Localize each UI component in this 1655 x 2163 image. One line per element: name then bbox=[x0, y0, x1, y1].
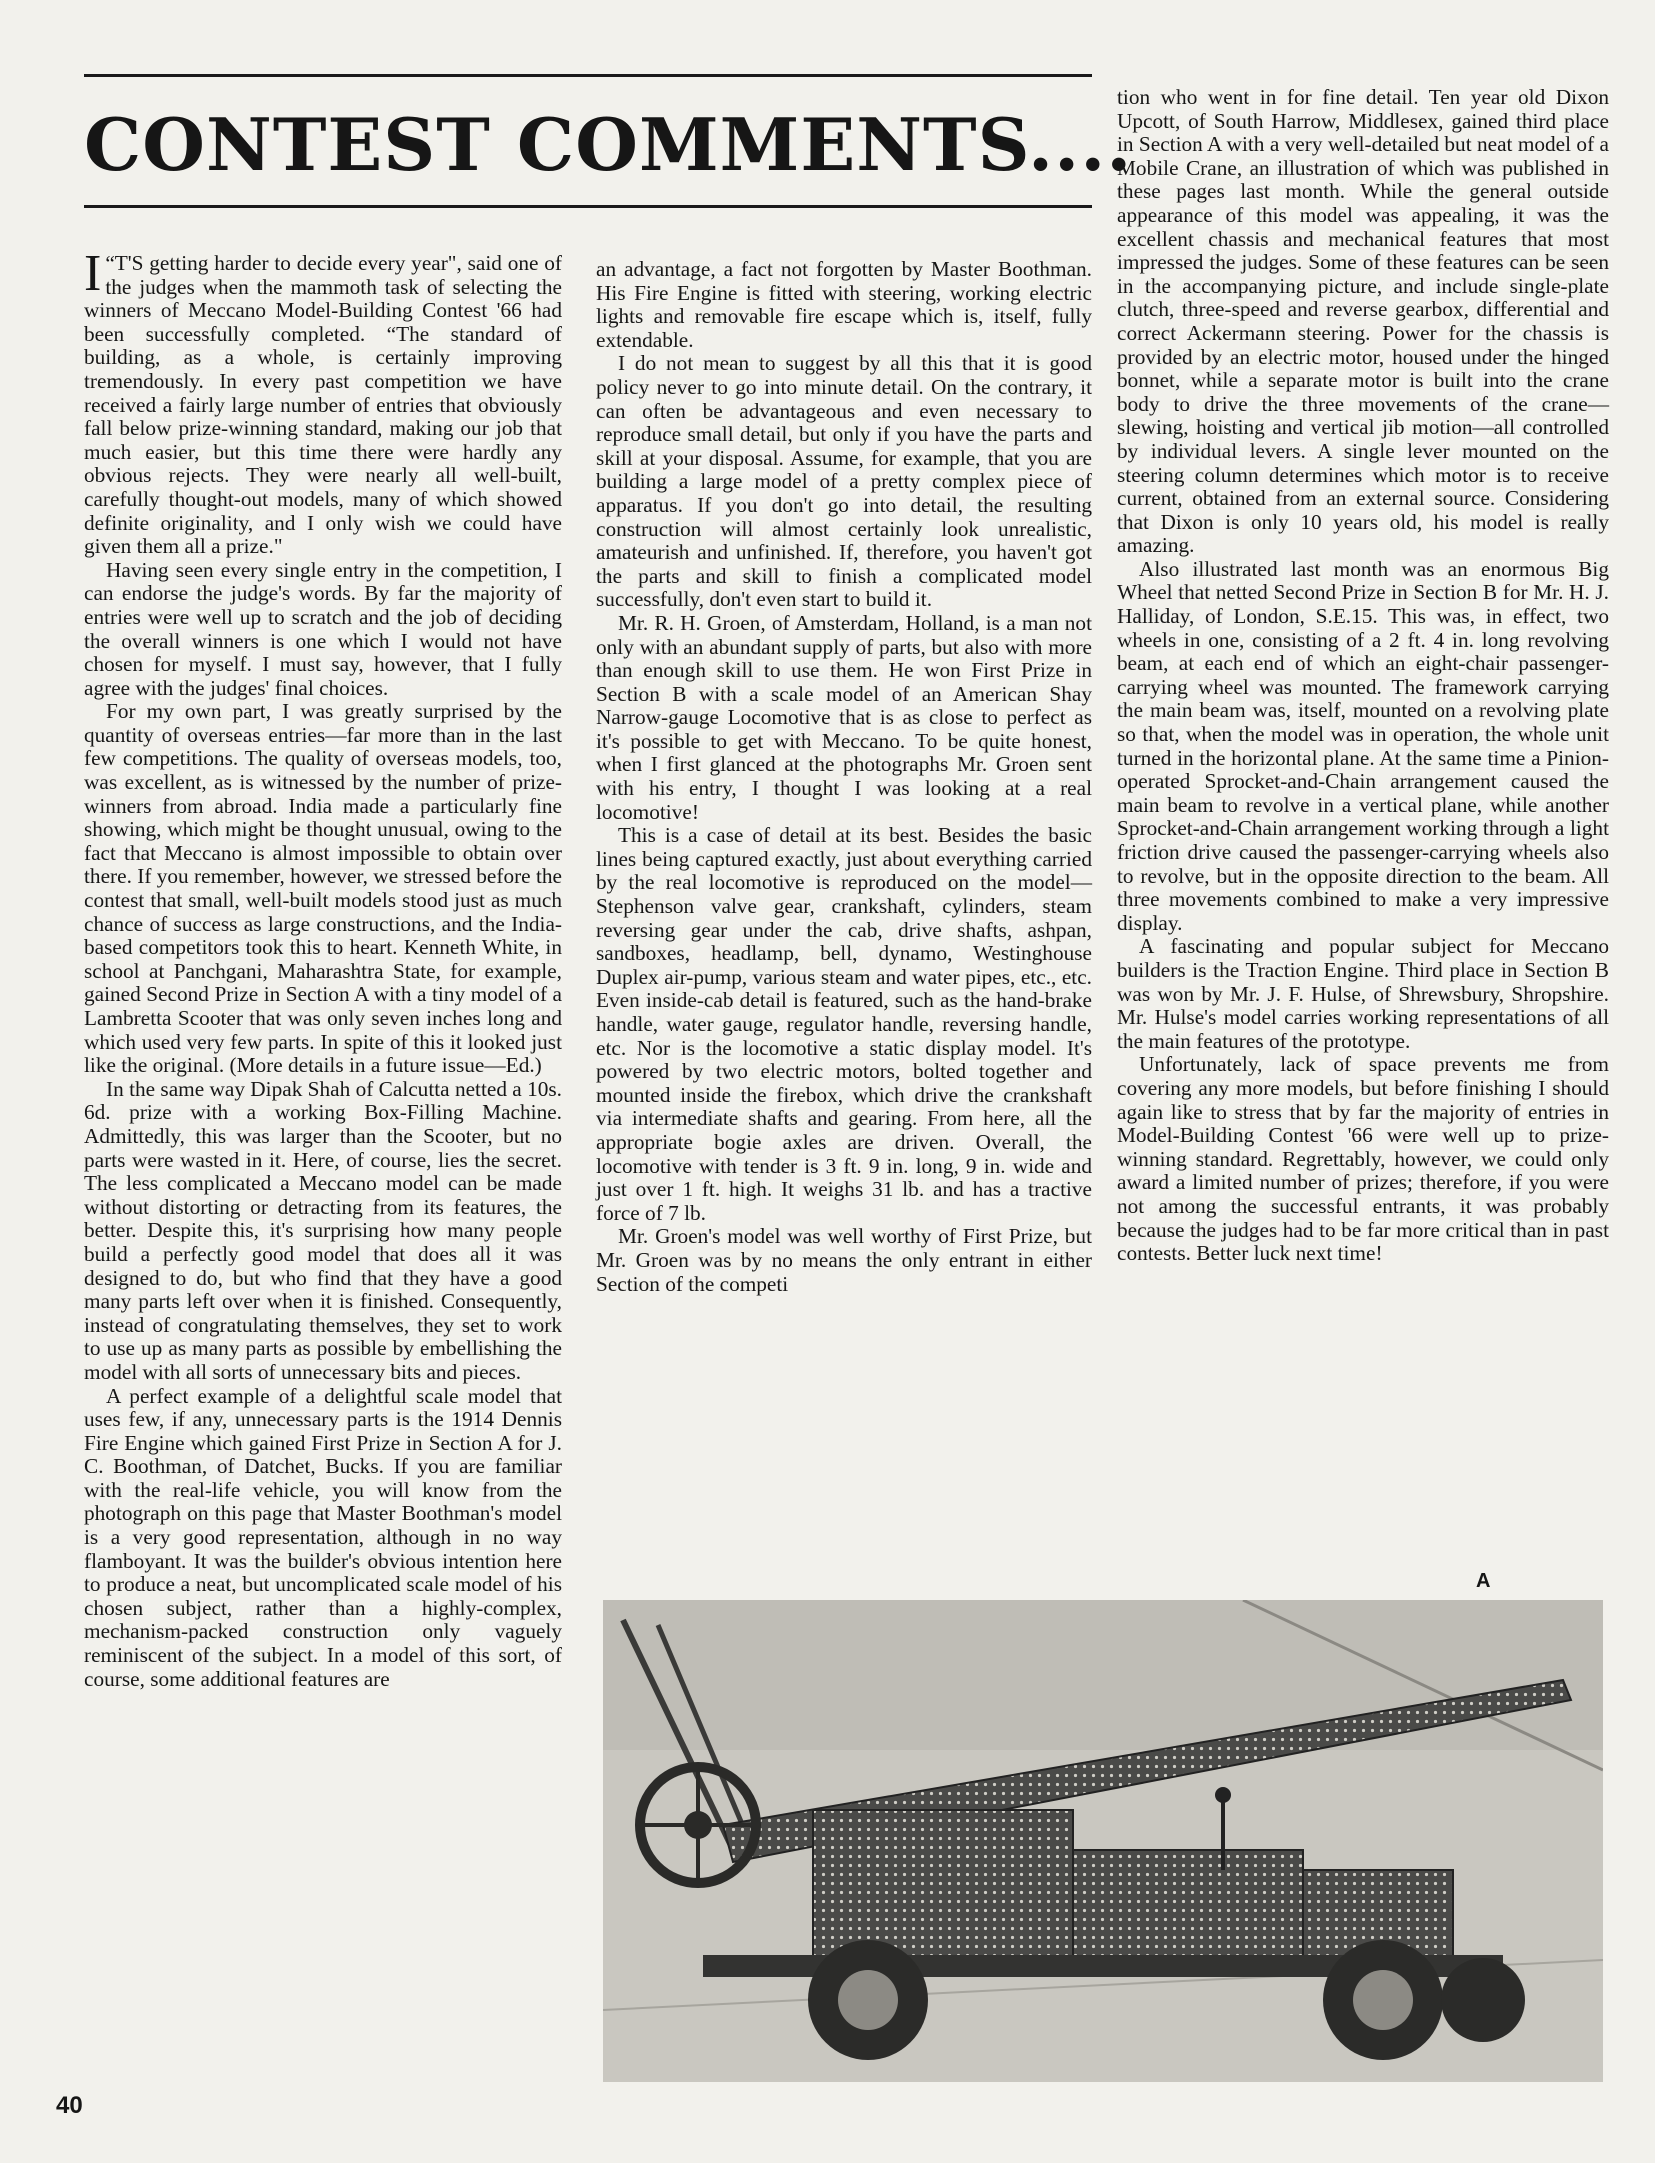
meccano-mobile-crane-photo-icon bbox=[603, 1600, 1603, 2082]
article-paragraph: I do not mean to suggest by all this that it is good policy never to go into minute detail. On the contrary, it can often be advantageous and even necessary to reproduce small detail, but only if you have the parts and skill at your disposal. Assume, for example, that you are building a large model of a pretty complex piece of apparatus. If you don't go into detail, the resulting construction will almost certainly look unrealistic, amateurish and unfinished. If, therefore, you haven't got the parts and skill to finish a complicated model successfully, don't even start to build it. bbox=[596, 351, 1092, 612]
article-paragraph: Mr. R. H. Groen, of Amsterdam, Holland, is a man not only with an abundant supply of parts, but also with more than enough skill to use them. He won First Prize in Section B with a scale model of an American Shay Narrow-gauge Locomotive that is as close to perfect as it's possible to get with Meccano. To be quite honest, when I first glanced at the photographs Mr. Groen sent with his entry, I thought I was looking at a real locomotive! bbox=[596, 610, 1092, 824]
drop-cap: I bbox=[84, 245, 102, 302]
article-column-1 bbox=[84, 245, 562, 1691]
article-paragraph: For my own part, I was greatly surprised by the quantity of overseas entries—far more than in the last few competitions. The quality of overseas models, too, was excellent, as is witnessed by the number of prize-winners from abroad. India made a particularly fine showing, which might be thought unusual, owing to the fact that Meccano is almost impossible to obtain over there. If you remember, however, we stressed before the contest that small, well-built models stood just as much chance of success as large constructions, and the India-based competitors took this to heart. Kenneth White, in school at Panchgani, Maharashtra State, for example, gained Second Prize in Section A with a tiny model of a Lambretta Scooter that was only seven inches long and which used very few parts. In spite of this it looked just like the original. (More details in a future issue—Ed.) bbox=[84, 699, 562, 1078]
article-paragraph: Having seen every single entry in the competition, I can endorse the judge's words. By far the majority of entries were well up to scratch and the job of deciding the overall winners is one which I would not have chosen for myself. I must say, however, that I fully agree with the judges' final choices. bbox=[84, 557, 562, 700]
article-paragraph: “ I T'S getting harder to decide every year", said one of the judges when the mammoth task of selecting the winners of Meccano Model-Building Contest '66 had been successfully completed. “The standard of building, as a whole, is certainly improving tremendously. In every past competition we have received a fairly large number of entries that obviously fall below prize-winning standard, making our job that much easier, but this time there were hardly any obvious rejects. They were nearly all well-built, carefully thought-out models, many of which showed definite originality, and I only wish we could have given them all a prize." bbox=[84, 245, 562, 559]
opening-quote: “ bbox=[105, 251, 115, 275]
article-paragraph: A perfect example of a delightful scale model that uses few, if any, unnecessary parts is the 1914 Dennis Fire Engine which gained First Prize in Section A for J. C. Boothman, of Datchet, Bucks. If you are familiar with the real-life vehicle, you will know from the photograph on this page that Master Boothman's model is a very good representation, although in no way flamboyant. It was the builder's obvious intention here to produce a neat, but uncomplicated scale model of his chosen subject, rather than a highly-complex, mechanism-packed construction only vaguely reminiscent of the subject. In a model of this sort, of course, some additional features are bbox=[84, 1383, 562, 1691]
photo-label: A bbox=[1476, 1570, 1491, 1592]
title-bottom-rule bbox=[84, 205, 1092, 208]
article-column-3 bbox=[1117, 86, 1609, 1266]
crane-photo-illustration bbox=[603, 1600, 1603, 2082]
article-paragraph: This is a case of detail at its best. Besides the basic lines being captured exactly, just about everything carried by the real locomotive is reproduced on the model—Stephenson valve gear, crankshaft, cylinders, steam reversing gear under the cab, drive shafts, ashpan, sandboxes, headlamp, bell, dynamo, Westinghouse Duplex air-pump, various steam and water pipes, etc., etc. Even inside-cab detail is featured, such as the hand-brake handle, water gauge, regulator handle, reversing handle, etc. Nor is the locomotive a static display model. It's powered by two electric motors, bolted together and mounted inside the firebox, which drive the crankshaft via intermediate shafts and gearing. From here, all the appropriate bogie axles are driven. Overall, the locomotive with tender is 3 ft. 9 in. long, 9 in. wide and just over 1 ft. high. It weighs 31 lb. and has a tractive force of 7 lb. bbox=[596, 823, 1092, 1225]
article-column-2 bbox=[596, 258, 1092, 1296]
article-paragraph-continued: an advantage, a fact not forgotten by Master Boothman. His Fire Engine is fitted with steering, working electric lights and removable fire escape which is, itself, fully extendable. bbox=[596, 257, 1092, 352]
article-paragraph: A fascinating and popular subject for Meccano builders is the Traction Engine. Third place in Section B was won by Mr. J. F. Hulse, of Shrewsbury, Shropshire. Mr. Hulse's model carries working representations of all the main features of the prototype. bbox=[1117, 934, 1609, 1053]
article-paragraph: Unfortunately, lack of space prevents me from covering any more models, but before finishing I should again like to stress that by far the majority of entries in Model-Building Contest '66 were well up to prize-winning standard. Regrettably, however, we could only award a limited number of prizes; therefore, if you were not among the successful entrants, it was probably because the judges had to be far more critical than in past contests. Better luck next time! bbox=[1117, 1052, 1609, 1266]
page-title: CONTEST COMMENTS.... bbox=[84, 102, 1133, 187]
article-paragraph: Also illustrated last month was an enormous Big Wheel that netted Second Prize in Section B for Mr. H. J. Halliday, of London, S.E.15. This was, in effect, two wheels in one, consisting of a 2 ft. 4 in. long revolving beam, at each end of which an eight-chair passenger-carrying wheel was mounted. The framework carrying the main beam was, itself, mounted on a revolving plate so that, when the model was in operation, the whole unit turned in the horizontal plane. At the same time a Pinion-operated Sprocket-and-Chain arrangement caused the main beam to revolve in a vertical plane, while another Sprocket-and-Chain arrangement working through a light friction drive caused the passenger-carrying wheels also to revolve, but in the opposite direction to the beam. All three movements combined to make a very impressive display. bbox=[1117, 556, 1609, 935]
page-number: 40 bbox=[56, 2092, 83, 2119]
title-top-rule bbox=[84, 74, 1092, 77]
article-paragraph-continued: tion who went in for fine detail. Ten year old Dixon Upcott, of South Harrow, Middlesex, gained third place in Section A with a very well-detailed but neat model of a Mobile Crane, an illustration of which was published in these pages last month. While the general outside appearance of this model was appealing, it was the excellent chassis and mechanical features that most impressed the judges. Some of these features can be seen in the accompanying picture, and include single-plate clutch, three-speed and reverse gearbox, differential and correct Ackermann steering. Power for the chassis is provided by an electric motor, housed under the hinged bonnet, while a separate motor is built into the crane body to drive the three movements of the crane—slewing, hoisting and vertical jib motion—all controlled by individual levers. A single lever mounted on the steering column determines which motor is to receive current, obtained from an external source. Considering that Dixon is only 10 years old, his model is really amazing. bbox=[1117, 85, 1609, 558]
article-paragraph: Mr. Groen's model was well worthy of First Prize, but Mr. Groen was by no means the only entrant in either Section of the competi bbox=[596, 1224, 1092, 1296]
article-paragraph: In the same way Dipak Shah of Calcutta netted a 10s. 6d. prize with a working Box-Filling Machine. Admittedly, this was larger than the Scooter, but no parts were wasted in it. Here, of course, lies the secret. The less complicated a Meccano model can be made without distorting or detracting from its features, the better. Despite this, it's surprising how many people build a perfectly good model that does all it was designed to do, but who find that they have a good many parts left over when it is finished. Consequently, instead of congratulating themselves, they set to work to use up as many parts as possible by embellishing the model with all sorts of unnecessary bits and pieces. bbox=[84, 1076, 562, 1384]
